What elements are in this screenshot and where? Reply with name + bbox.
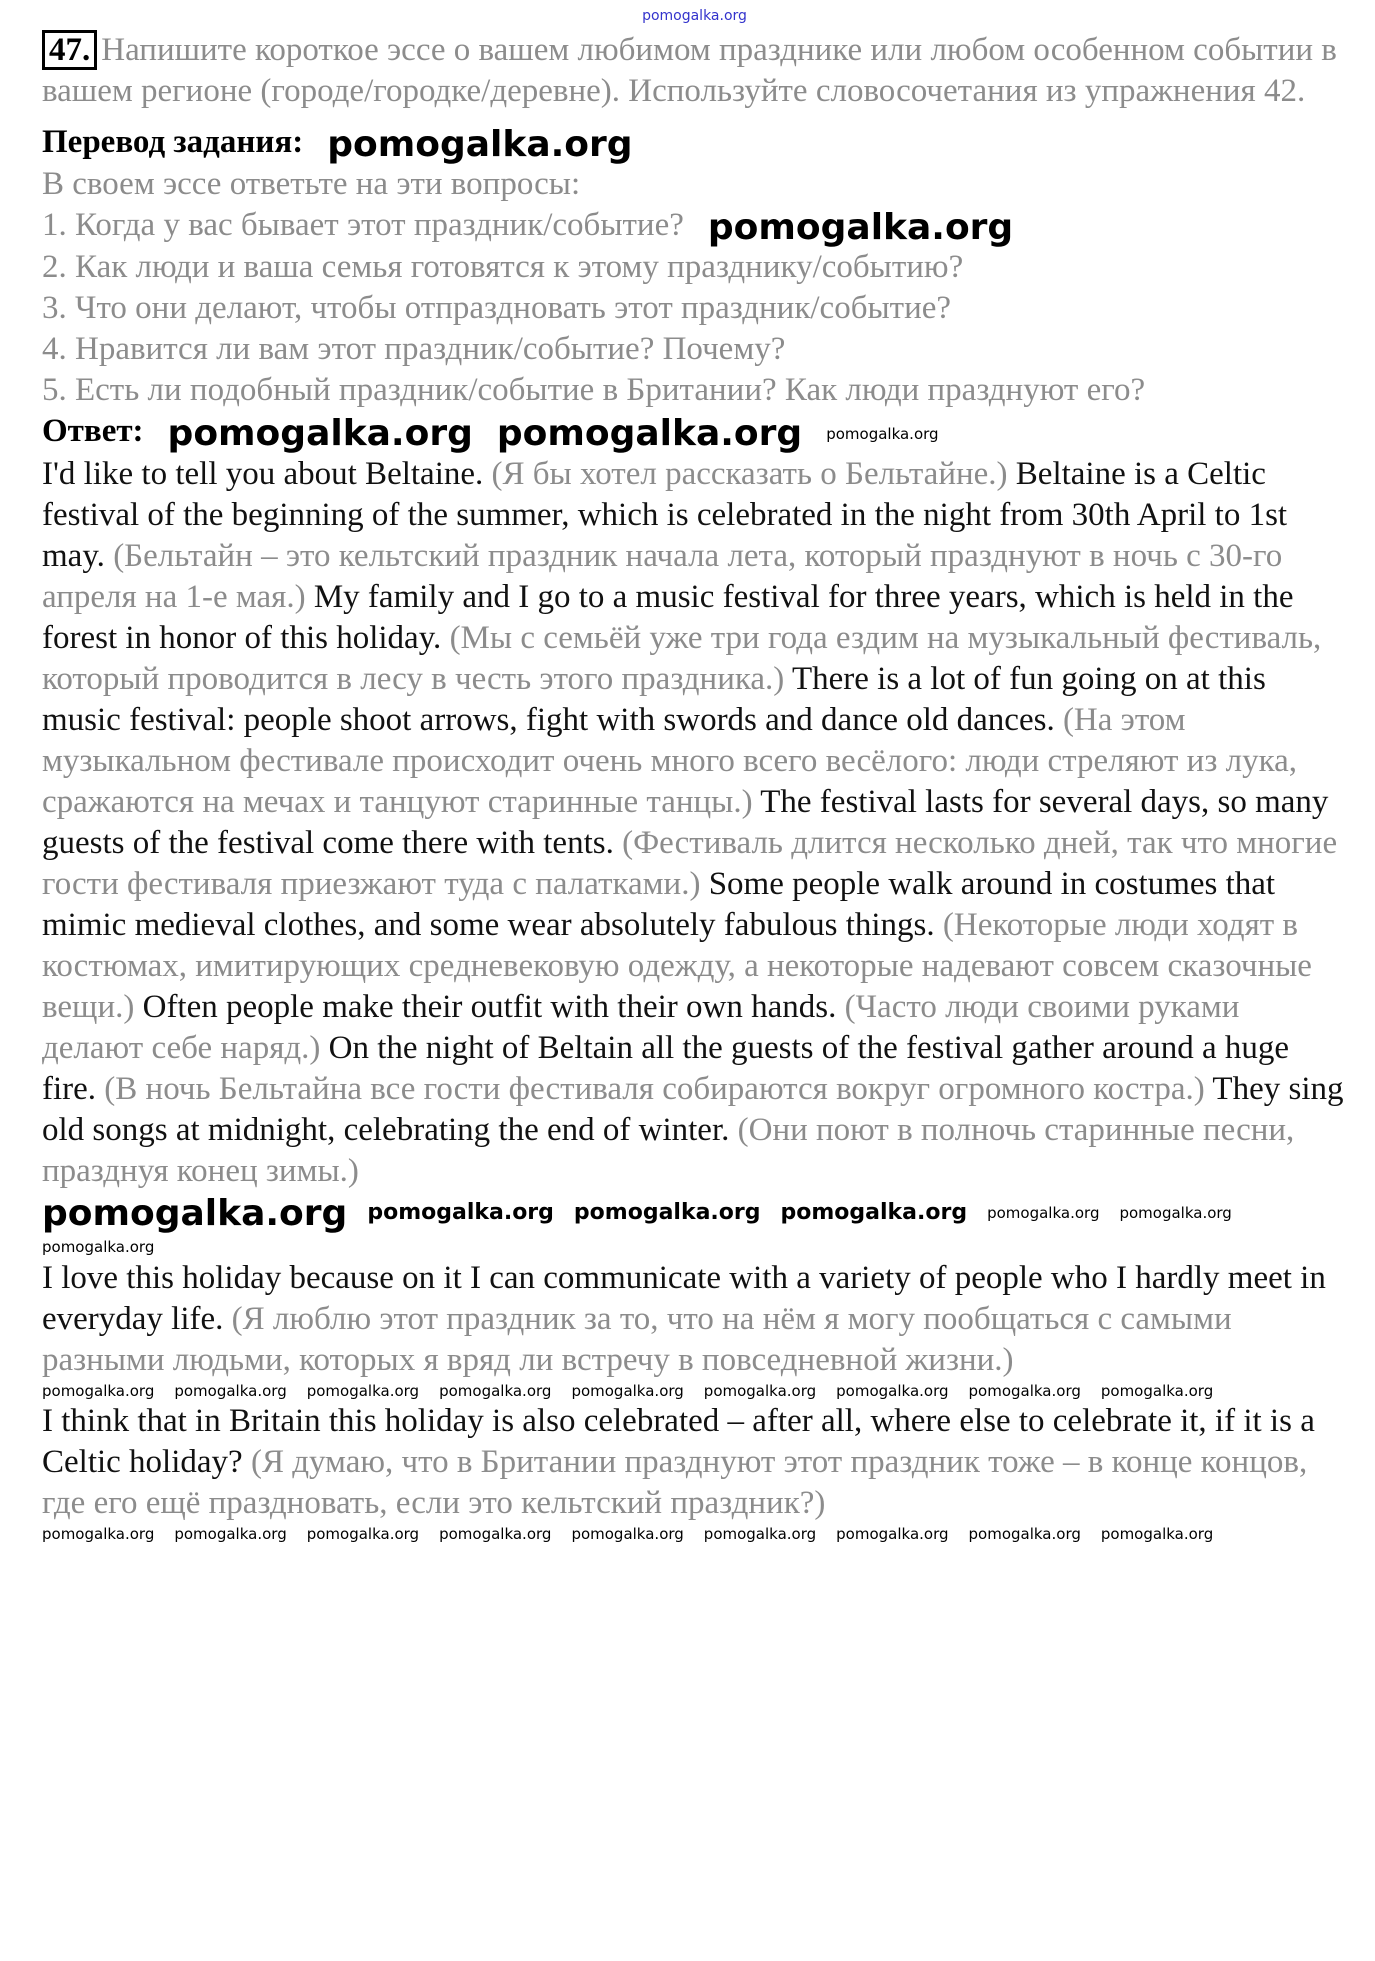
watermark: pomogalka.org bbox=[1100, 1525, 1214, 1544]
watermark: pomogalka.org bbox=[1119, 1204, 1232, 1223]
watermark-row bbox=[42, 1381, 1347, 1402]
russian-translation: (Я люблю этот праздник за то, что на нём я могу пообщаться с самыми разными людьми, которых я вряд ли встречу в повседневной жизни.) bbox=[42, 1300, 1232, 1378]
english-sentence: They sing old songs at midnight, celebrating the end of winter. bbox=[42, 1070, 1344, 1148]
english-sentence: The festival lasts for several days, so many guests of the festival come there with tents. bbox=[42, 783, 1329, 861]
question-3: 3. Что они делают, чтобы отпраздновать этот праздник/событие? bbox=[42, 290, 952, 327]
english-sentence: Often people make their outfit with their own hands. bbox=[142, 988, 837, 1025]
answer-body bbox=[42, 454, 1347, 1545]
watermark-row bbox=[42, 1192, 1347, 1258]
english-sentence: My family and I go to a music festival for three years, which is held in the forest in honor of this holiday. bbox=[42, 578, 1294, 656]
answer-paragraph bbox=[42, 1401, 1347, 1524]
answer-paragraph bbox=[42, 1258, 1347, 1381]
watermark: pomogalka.org bbox=[571, 1525, 684, 1544]
task-instruction: Напишите короткое эссе о вашем любимом празднике или любом особенном событии в вашем регионе (городе/городке/деревне). Используйте словосочетания из упражнения 42. bbox=[42, 32, 1337, 109]
watermark: pomogalka.org bbox=[167, 413, 473, 455]
question-1-line bbox=[42, 205, 1347, 247]
watermark: pomogalka.org bbox=[327, 123, 633, 165]
russian-translation: (Я бы хотел рассказать о Бельтайне.) bbox=[491, 455, 1008, 492]
watermark: pomogalka.org bbox=[987, 1204, 1100, 1223]
watermark: pomogalka.org bbox=[439, 1525, 552, 1544]
russian-translation: (Некоторые люди ходят в костюмах, имитирующих средневековую одежду, а некоторые надевают совсем сказочные вещи.) bbox=[42, 906, 1312, 1025]
watermark-row bbox=[42, 1524, 1347, 1545]
answer-heading-line bbox=[42, 411, 1347, 453]
english-sentence: There is a lot of fun going on at this music festival: people shoot arrows, fight with swords and dance old dances. bbox=[42, 660, 1266, 738]
english-sentence: I think that in Britain this holiday is also celebrated – after all, where else to celebrate it, if it is a Celtic holiday? bbox=[42, 1403, 1315, 1481]
watermark: pomogalka.org bbox=[571, 1381, 684, 1400]
watermark: pomogalka.org bbox=[174, 1381, 287, 1400]
russian-translation: (Фестиваль длится несколько дней, так что многие гости фестиваля приезжают туда с палатками.) bbox=[42, 824, 1338, 902]
task-text bbox=[42, 30, 1347, 112]
watermark: pomogalka.org bbox=[42, 1192, 348, 1234]
translation-intro: В своем эссе ответьте на эти вопросы: bbox=[42, 166, 581, 203]
english-sentence: On the night of Beltain all the guests of the festival gather around a huge fire. bbox=[42, 1029, 1290, 1107]
watermark: pomogalka.org bbox=[496, 413, 803, 455]
russian-translation: (Часто люди своими руками делают себе наряд.) bbox=[42, 988, 1240, 1066]
question-4: 4. Нравится ли вам этот праздник/событие? Почему? bbox=[42, 331, 786, 368]
watermark: pomogalka.org bbox=[42, 1381, 155, 1400]
watermark: pomogalka.org bbox=[306, 1525, 420, 1544]
watermark: pomogalka.org bbox=[642, 7, 747, 24]
answer-paragraph bbox=[42, 454, 1347, 1192]
russian-translation: (В ночь Бельтайна все гости фестиваля собираются вокруг огромного костра.) bbox=[104, 1070, 1205, 1107]
watermark: pomogalka.org bbox=[42, 1525, 155, 1544]
watermark: pomogalka.org bbox=[573, 1200, 761, 1226]
watermark: pomogalka.org bbox=[703, 1525, 817, 1544]
watermark: pomogalka.org bbox=[780, 1200, 968, 1226]
russian-translation: (Я думаю, что в Британии празднуют этот праздник тоже – в конце концов, где его ещё праздновать, если это кельтский праздник?) bbox=[42, 1444, 1308, 1522]
translation-heading-line bbox=[42, 122, 1347, 164]
english-sentence: I love this holiday because on it I can communicate with a variety of people who I hardly meet in everyday life. bbox=[42, 1259, 1326, 1337]
english-sentence: Beltaine is a Celtic festival of the beginning of the summer, which is celebrated in the night from 30th April to 1st may. bbox=[42, 455, 1288, 574]
watermark: pomogalka.org bbox=[1100, 1381, 1214, 1400]
question-5: 5. Есть ли подобный праздник/событие в Британии? Как люди празднуют его? bbox=[42, 372, 1146, 409]
watermark: pomogalka.org bbox=[826, 424, 939, 443]
translation-heading: Перевод задания: bbox=[42, 124, 304, 160]
watermark: pomogalka.org bbox=[367, 1200, 554, 1226]
watermark: pomogalka.org bbox=[836, 1381, 949, 1400]
watermark: pomogalka.org bbox=[836, 1525, 949, 1544]
russian-translation: (Мы с семьёй уже три года ездим на музыкальный фестиваль, который проводится в лесу в честь этого праздника.) bbox=[42, 619, 1322, 697]
english-sentence: I'd like to tell you about Beltaine. bbox=[42, 455, 484, 492]
english-sentence: Some people walk around in costumes that mimic medieval clothes, and some wear absolutely fabulous things. bbox=[42, 865, 1276, 943]
watermark: pomogalka.org bbox=[42, 1238, 155, 1257]
russian-translation: (Бельтайн – это кельтский праздник начала лета, который празднуют в ночь с 30-го апреля на 1-е мая.) bbox=[42, 537, 1283, 615]
russian-translation: (На этом музыкальном фестивале происходит очень много всего весёлого: люди стреляют из лука, сражаются на мечах и танцуют старинные танцы.) bbox=[42, 701, 1298, 820]
watermark: pomogalka.org bbox=[306, 1381, 420, 1400]
russian-translation: (Они поют в полночь старинные песни, празднуя конец зимы.) bbox=[42, 1111, 1295, 1189]
answer-heading: Ответ: bbox=[42, 413, 144, 450]
watermark: pomogalka.org bbox=[968, 1525, 1081, 1544]
question-1: 1. Когда у вас бывает этот праздник/событие? bbox=[42, 207, 684, 244]
watermark: pomogalka.org bbox=[174, 1525, 287, 1544]
top-watermark-row bbox=[42, 4, 1347, 30]
task-number: 47. bbox=[42, 30, 97, 70]
question-2: 2. Как люди и ваша семья готовятся к этому празднику/событию? bbox=[42, 249, 964, 286]
watermark: pomogalka.org bbox=[439, 1381, 552, 1400]
watermark: pomogalka.org bbox=[707, 206, 1014, 248]
document-page bbox=[42, 0, 1347, 1545]
watermark: pomogalka.org bbox=[968, 1381, 1081, 1400]
watermark: pomogalka.org bbox=[703, 1381, 817, 1400]
